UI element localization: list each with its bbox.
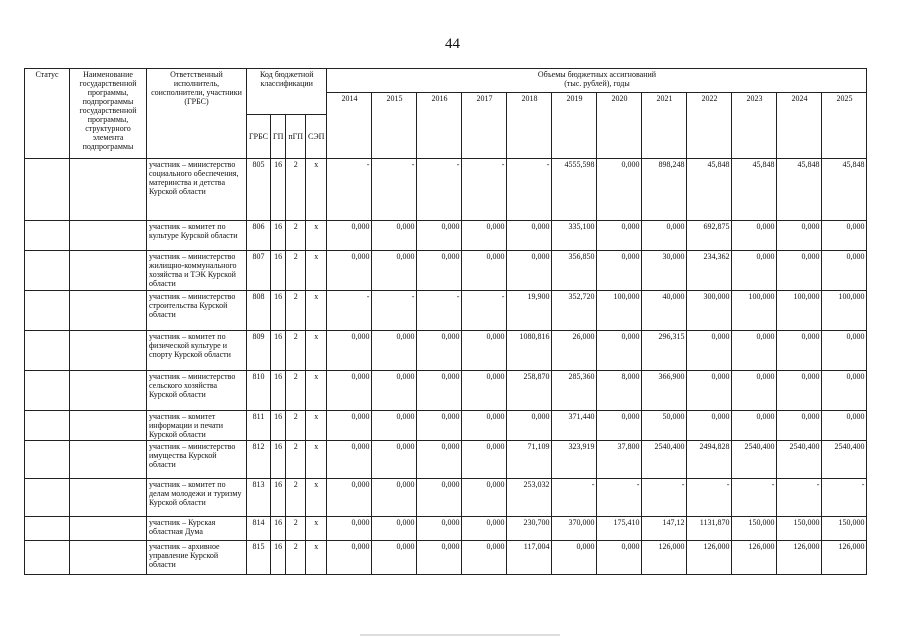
cell-value: 71,109: [507, 441, 552, 479]
cell-grbs: 814: [247, 517, 271, 541]
header-year: 2021: [642, 93, 687, 159]
cell-value: -: [462, 159, 507, 221]
cell-responsible: участник – министерство сельского хозяйства Курской области: [147, 371, 247, 411]
header-volumes-title: Объемы бюджетных ассигнований: [537, 70, 657, 79]
cell-value: 0,000: [327, 441, 372, 479]
cell-value: 0,000: [597, 411, 642, 441]
header-year: 2025: [822, 93, 867, 159]
cell-value: 126,000: [777, 541, 822, 575]
cell-value: 0,000: [327, 479, 372, 517]
cell-program-name: [70, 541, 147, 575]
cell-grbs: 808: [247, 291, 271, 331]
cell-value: -: [777, 479, 822, 517]
cell-value: 0,000: [462, 411, 507, 441]
cell-value: 0,000: [327, 517, 372, 541]
cell-value: 126,000: [822, 541, 867, 575]
scan-artifact: [360, 634, 560, 636]
cell-value: 0,000: [777, 251, 822, 291]
cell-program-name: [70, 159, 147, 221]
cell-value: 0,000: [417, 479, 462, 517]
cell-value: 0,000: [372, 441, 417, 479]
cell-value: 1080,816: [507, 331, 552, 371]
cell-value: -: [822, 479, 867, 517]
cell-gp: 16: [270, 479, 285, 517]
table-row: [25, 331, 867, 371]
header-year: 2020: [597, 93, 642, 159]
cell-status: [25, 251, 70, 291]
header-code-col: пГП: [286, 115, 306, 159]
table-header: [25, 69, 867, 159]
cell-gp: 16: [270, 371, 285, 411]
header-code-col: ГП: [270, 115, 285, 159]
cell-value: -: [507, 159, 552, 221]
cell-value: 0,000: [462, 517, 507, 541]
cell-sep: х: [306, 291, 327, 331]
header-program-name: Наименование государственной программы, подпрограммы государственной программы, структурного элемента подпрограммы: [70, 69, 147, 159]
cell-value: 0,000: [327, 251, 372, 291]
cell-sep: х: [306, 251, 327, 291]
cell-value: 0,000: [732, 221, 777, 251]
cell-pgp: 2: [286, 479, 306, 517]
cell-value: 126,000: [732, 541, 777, 575]
cell-value: 0,000: [372, 479, 417, 517]
cell-value: 0,000: [417, 251, 462, 291]
cell-value: 0,000: [507, 251, 552, 291]
cell-pgp: 2: [286, 541, 306, 575]
cell-value: 0,000: [462, 221, 507, 251]
table-row: [25, 479, 867, 517]
cell-value: 100,000: [597, 291, 642, 331]
cell-value: 0,000: [822, 221, 867, 251]
cell-gp: 16: [270, 541, 285, 575]
cell-responsible: участник – министерство строительства Курской области: [147, 291, 247, 331]
cell-sep: х: [306, 479, 327, 517]
header-responsible: Ответственный исполнитель, соисполнители, участники (ГРБС): [147, 69, 247, 159]
cell-pgp: 2: [286, 251, 306, 291]
cell-program-name: [70, 411, 147, 441]
cell-value: 45,848: [687, 159, 732, 221]
cell-value: 50,000: [642, 411, 687, 441]
cell-program-name: [70, 331, 147, 371]
cell-grbs: 812: [247, 441, 271, 479]
cell-value: 0,000: [417, 541, 462, 575]
cell-value: 0,000: [327, 221, 372, 251]
cell-value: 100,000: [822, 291, 867, 331]
header-year: 2015: [372, 93, 417, 159]
cell-grbs: 807: [247, 251, 271, 291]
cell-value: 0,000: [372, 371, 417, 411]
header-year: 2017: [462, 93, 507, 159]
table-row: [25, 251, 867, 291]
cell-pgp: 2: [286, 221, 306, 251]
cell-value: -: [417, 159, 462, 221]
cell-status: [25, 541, 70, 575]
cell-value: 300,000: [687, 291, 732, 331]
cell-status: [25, 159, 70, 221]
cell-value: 1131,870: [687, 517, 732, 541]
cell-grbs: 805: [247, 159, 271, 221]
cell-value: 100,000: [732, 291, 777, 331]
cell-value: 0,000: [552, 541, 597, 575]
cell-pgp: 2: [286, 371, 306, 411]
table-body: [25, 159, 867, 575]
header-year: 2023: [732, 93, 777, 159]
cell-value: 2540,400: [777, 441, 822, 479]
cell-value: 147,12: [642, 517, 687, 541]
header-volumes: [327, 69, 867, 93]
cell-value: -: [327, 291, 372, 331]
cell-pgp: 2: [286, 441, 306, 479]
cell-responsible: участник – Курская областная Дума: [147, 517, 247, 541]
cell-grbs: 810: [247, 371, 271, 411]
cell-value: 0,000: [777, 371, 822, 411]
cell-value: 258,870: [507, 371, 552, 411]
cell-responsible: участник – комитет по делам молодежи и туризму Курской области: [147, 479, 247, 517]
header-volumes-unit: (тыс. рублей), годы: [564, 79, 630, 88]
cell-sep: х: [306, 331, 327, 371]
cell-value: 0,000: [372, 411, 417, 441]
cell-value: 898,248: [642, 159, 687, 221]
cell-sep: х: [306, 221, 327, 251]
cell-value: 0,000: [462, 479, 507, 517]
cell-program-name: [70, 291, 147, 331]
cell-value: 26,000: [552, 331, 597, 371]
cell-value: 230,700: [507, 517, 552, 541]
cell-status: [25, 517, 70, 541]
header-status: Статус: [25, 69, 70, 159]
cell-value: 0,000: [372, 331, 417, 371]
cell-value: 45,848: [822, 159, 867, 221]
cell-value: 0,000: [372, 221, 417, 251]
header-year: 2019: [552, 93, 597, 159]
table-row: [25, 371, 867, 411]
cell-value: 0,000: [687, 371, 732, 411]
cell-value: 285,360: [552, 371, 597, 411]
cell-sep: х: [306, 517, 327, 541]
cell-value: 0,000: [417, 517, 462, 541]
cell-value: 45,848: [777, 159, 822, 221]
cell-sep: х: [306, 159, 327, 221]
cell-gp: 16: [270, 441, 285, 479]
header-code-col: ГРБС: [247, 115, 271, 159]
cell-value: 0,000: [507, 221, 552, 251]
budget-table: [24, 68, 867, 575]
cell-value: 0,000: [687, 411, 732, 441]
cell-program-name: [70, 441, 147, 479]
cell-status: [25, 331, 70, 371]
cell-value: -: [732, 479, 777, 517]
cell-value: 0,000: [417, 221, 462, 251]
cell-value: 296,315: [642, 331, 687, 371]
cell-value: -: [462, 291, 507, 331]
cell-pgp: 2: [286, 517, 306, 541]
cell-value: 0,000: [822, 331, 867, 371]
cell-gp: 16: [270, 517, 285, 541]
table-row: [25, 221, 867, 251]
cell-grbs: 811: [247, 411, 271, 441]
table-row: [25, 517, 867, 541]
cell-value: 356,850: [552, 251, 597, 291]
cell-responsible: участник – комитет информации и печати Курской области: [147, 411, 247, 441]
cell-sep: х: [306, 371, 327, 411]
cell-program-name: [70, 517, 147, 541]
cell-value: 0,000: [372, 517, 417, 541]
cell-value: 323,919: [552, 441, 597, 479]
table-row: [25, 291, 867, 331]
cell-value: 0,000: [417, 331, 462, 371]
cell-value: 0,000: [822, 411, 867, 441]
cell-value: 0,000: [462, 251, 507, 291]
cell-value: 175,410: [597, 517, 642, 541]
cell-value: 117,004: [507, 541, 552, 575]
cell-responsible: участник – министерство жилищно-коммунального хозяйства и ТЭК Курской области: [147, 251, 247, 291]
cell-responsible: участник – комитет по культуре Курской области: [147, 221, 247, 251]
cell-value: 370,000: [552, 517, 597, 541]
cell-value: 0,000: [642, 221, 687, 251]
cell-value: 0,000: [417, 441, 462, 479]
table-row: [25, 441, 867, 479]
cell-gp: 16: [270, 291, 285, 331]
cell-value: 0,000: [732, 251, 777, 291]
cell-value: -: [597, 479, 642, 517]
cell-pgp: 2: [286, 331, 306, 371]
cell-value: 0,000: [327, 411, 372, 441]
cell-value: 352,720: [552, 291, 597, 331]
cell-program-name: [70, 251, 147, 291]
cell-gp: 16: [270, 221, 285, 251]
cell-value: 45,848: [732, 159, 777, 221]
table-row: [25, 411, 867, 441]
cell-value: 0,000: [597, 251, 642, 291]
cell-value: 0,000: [327, 331, 372, 371]
cell-pgp: 2: [286, 411, 306, 441]
cell-value: 8,000: [597, 371, 642, 411]
cell-value: 30,000: [642, 251, 687, 291]
cell-value: 2540,400: [822, 441, 867, 479]
cell-value: 0,000: [597, 159, 642, 221]
cell-value: 0,000: [327, 541, 372, 575]
cell-value: 0,000: [777, 411, 822, 441]
cell-value: 0,000: [597, 331, 642, 371]
cell-status: [25, 221, 70, 251]
cell-value: 0,000: [597, 541, 642, 575]
cell-status: [25, 371, 70, 411]
cell-value: 0,000: [822, 371, 867, 411]
cell-value: -: [417, 291, 462, 331]
cell-value: 0,000: [507, 411, 552, 441]
header-year: 2018: [507, 93, 552, 159]
table-row: [25, 541, 867, 575]
cell-value: 0,000: [462, 541, 507, 575]
cell-gp: 16: [270, 159, 285, 221]
header-year: 2014: [327, 93, 372, 159]
cell-value: 2540,400: [642, 441, 687, 479]
cell-value: 0,000: [462, 331, 507, 371]
page-number: 44: [445, 36, 460, 52]
cell-pgp: 2: [286, 291, 306, 331]
cell-value: 150,000: [822, 517, 867, 541]
cell-value: 0,000: [777, 221, 822, 251]
cell-value: 150,000: [732, 517, 777, 541]
header-code-col: СЭП: [306, 115, 327, 159]
cell-responsible: участник – министерство социального обеспечения, материнства и детства Курской области: [147, 159, 247, 221]
cell-responsible: участник – министерство имущества Курской области: [147, 441, 247, 479]
cell-sep: х: [306, 541, 327, 575]
cell-value: 100,000: [777, 291, 822, 331]
cell-value: 0,000: [372, 541, 417, 575]
cell-value: 126,000: [687, 541, 732, 575]
cell-value: 0,000: [597, 221, 642, 251]
cell-value: 0,000: [732, 331, 777, 371]
cell-sep: х: [306, 411, 327, 441]
cell-gp: 16: [270, 251, 285, 291]
cell-value: 0,000: [417, 411, 462, 441]
cell-value: 37,800: [597, 441, 642, 479]
cell-value: 0,000: [777, 331, 822, 371]
cell-value: 4555,598: [552, 159, 597, 221]
cell-value: 2494,828: [687, 441, 732, 479]
cell-status: [25, 411, 70, 441]
cell-value: -: [687, 479, 732, 517]
cell-sep: х: [306, 441, 327, 479]
cell-value: -: [372, 291, 417, 331]
cell-grbs: 815: [247, 541, 271, 575]
cell-program-name: [70, 371, 147, 411]
header-budget-code: Код бюджетной классификации: [247, 69, 327, 115]
cell-value: 0,000: [462, 441, 507, 479]
cell-program-name: [70, 221, 147, 251]
cell-value: 366,900: [642, 371, 687, 411]
cell-value: 371,440: [552, 411, 597, 441]
cell-gp: 16: [270, 411, 285, 441]
cell-program-name: [70, 479, 147, 517]
cell-value: 19,900: [507, 291, 552, 331]
cell-value: 0,000: [372, 251, 417, 291]
cell-status: [25, 479, 70, 517]
cell-value: -: [552, 479, 597, 517]
cell-value: -: [642, 479, 687, 517]
cell-value: 0,000: [462, 371, 507, 411]
cell-value: 150,000: [777, 517, 822, 541]
cell-value: 0,000: [417, 371, 462, 411]
cell-value: 692,875: [687, 221, 732, 251]
cell-value: 0,000: [732, 411, 777, 441]
cell-pgp: 2: [286, 159, 306, 221]
cell-value: -: [372, 159, 417, 221]
cell-value: 253,032: [507, 479, 552, 517]
cell-responsible: участник – комитет по физической культуре и спорту Курской области: [147, 331, 247, 371]
cell-value: 126,000: [642, 541, 687, 575]
cell-status: [25, 291, 70, 331]
header-year: 2022: [687, 93, 732, 159]
cell-responsible: участник – архивное управление Курской области: [147, 541, 247, 575]
cell-grbs: 809: [247, 331, 271, 371]
cell-grbs: 806: [247, 221, 271, 251]
cell-grbs: 813: [247, 479, 271, 517]
cell-value: -: [327, 159, 372, 221]
header-year: 2016: [417, 93, 462, 159]
cell-value: 40,000: [642, 291, 687, 331]
cell-gp: 16: [270, 331, 285, 371]
header-year: 2024: [777, 93, 822, 159]
cell-value: 2540,400: [732, 441, 777, 479]
cell-value: 0,000: [327, 371, 372, 411]
cell-value: 0,000: [687, 331, 732, 371]
table-row: [25, 159, 867, 221]
cell-value: 335,100: [552, 221, 597, 251]
cell-value: 0,000: [822, 251, 867, 291]
cell-status: [25, 441, 70, 479]
cell-value: 234,362: [687, 251, 732, 291]
cell-value: 0,000: [732, 371, 777, 411]
